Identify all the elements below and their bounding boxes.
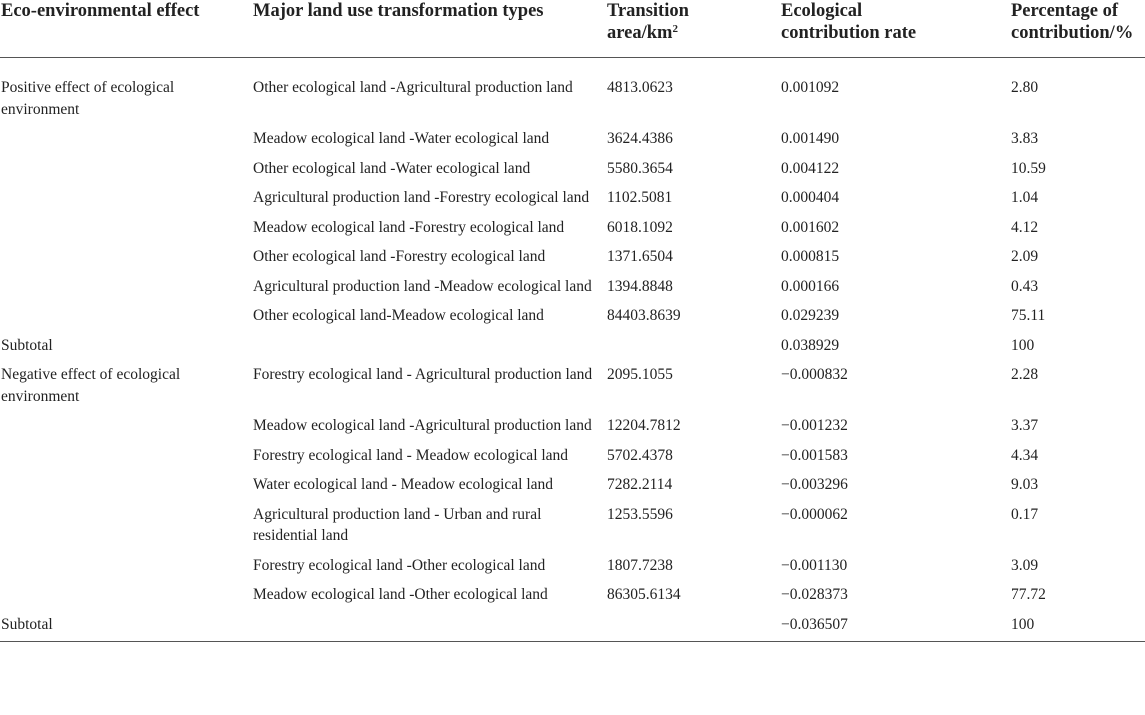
pct-cell: 77.72 (1011, 586, 1046, 603)
pct-cell: 0.17 (1011, 505, 1039, 523)
rate-cell: −0.000832 (781, 366, 848, 383)
type-cell: Meadow ecological land -Water ecological land (253, 130, 550, 147)
rate-cell: 0.000166 (781, 277, 840, 295)
rate-cell: −0.001583 (781, 446, 848, 464)
area-cell (606, 614, 780, 642)
subtotal-label: Subtotal (1, 336, 53, 354)
type-cell (252, 614, 606, 642)
pct-cell: 3.83 (1011, 130, 1039, 147)
effect-cell (0, 158, 252, 188)
effect-cell (0, 305, 252, 335)
effect-cell (0, 504, 252, 555)
subtotal-row (0, 335, 1145, 365)
type-cell: Other ecological land -Water ecological land (253, 159, 531, 177)
table-row (0, 555, 1145, 585)
area-cell: 86305.6134 (607, 586, 681, 603)
table-header (0, 0, 1145, 58)
subtotal-row (0, 614, 1145, 642)
type-cell: Other ecological land-Meadow ecological land (253, 307, 544, 324)
type-cell: Water ecological land - Meadow ecological land (253, 476, 554, 493)
table-row (0, 364, 1145, 415)
rate-cell: 0.004122 (781, 159, 840, 177)
pct-cell: 0.43 (1011, 277, 1039, 295)
area-cell: 1394.8848 (607, 277, 673, 295)
rate-cell: −0.028373 (781, 586, 848, 603)
header-rate (780, 0, 1010, 58)
type-cell: Meadow ecological land -Other ecological land (253, 586, 548, 603)
subtotal-rate: −0.036507 (780, 614, 1010, 642)
rate-cell: 0.001490 (781, 130, 840, 147)
subtotal-pct: 100 (1011, 336, 1035, 354)
pct-cell: 10.59 (1011, 159, 1046, 177)
area-cell: 7282.2114 (607, 476, 673, 493)
type-cell: Other ecological land -Forestry ecological land (253, 248, 546, 265)
type-cell: Forestry ecological land -Other ecological land (253, 556, 546, 574)
header-area-superscript: 2 (672, 23, 678, 35)
rate-cell: 0.000404 (781, 189, 840, 206)
table-row (0, 584, 1145, 614)
table-row (0, 305, 1145, 335)
effect-cell (0, 415, 252, 445)
pct-cell: 3.09 (1011, 556, 1039, 574)
type-cell: Agricultural production land -Meadow ecological land (253, 277, 592, 295)
pct-cell: 4.12 (1011, 218, 1039, 236)
table-row (0, 128, 1145, 158)
type-cell: Forestry ecological land - Agricultural production land (253, 366, 593, 383)
table-body (0, 58, 1145, 642)
header-effect-label: Eco-environmental effect (1, 1, 200, 21)
rate-cell: 0.001602 (781, 218, 840, 236)
area-cell: 4813.0623 (607, 79, 673, 96)
rate-cell: 0.000815 (781, 248, 840, 265)
type-cell: Meadow ecological land -Forestry ecological land (253, 218, 565, 236)
effect-cell: Positive effect of ecological environment (1, 79, 175, 118)
area-cell: 6018.1092 (607, 218, 673, 236)
header-rate-line1: Ecological (781, 1, 863, 21)
area-cell: 2095.1055 (607, 366, 673, 383)
table-row (0, 246, 1145, 276)
table-row (0, 187, 1145, 217)
pct-cell: 75.11 (1011, 307, 1046, 324)
effect-cell (0, 445, 252, 475)
effect-cell (0, 276, 252, 306)
header-pct-line2: contribution/% (1011, 23, 1134, 43)
area-cell: 84403.8639 (607, 307, 681, 324)
header-type-label: Major land use transformation types (253, 1, 544, 21)
rate-cell: 0.029239 (781, 307, 840, 324)
pct-cell: 4.34 (1011, 446, 1039, 464)
pct-cell: 9.03 (1011, 476, 1039, 493)
area-cell (606, 335, 780, 365)
effect-cell (0, 246, 252, 276)
header-area-line1: Transition (607, 1, 689, 21)
rate-cell: 0.001092 (781, 79, 840, 96)
table-row (0, 217, 1145, 247)
table-row (0, 415, 1145, 445)
area-cell: 1807.7238 (607, 556, 673, 574)
area-cell: 5702.4378 (607, 446, 673, 464)
rate-cell: −0.000062 (781, 505, 848, 523)
subtotal-rate: 0.038929 (781, 336, 840, 354)
area-cell: 12204.7812 (607, 417, 681, 434)
table-row (0, 445, 1145, 475)
type-cell (252, 335, 606, 365)
area-cell: 5580.3654 (607, 159, 673, 177)
effect-cell (0, 474, 252, 504)
table-row (0, 58, 1145, 129)
effect-cell (0, 128, 252, 158)
pct-cell: 2.80 (1011, 79, 1039, 96)
table-row (0, 504, 1145, 555)
header-pct (1010, 0, 1145, 58)
area-cell: 3624.4386 (607, 130, 673, 147)
header-area (606, 0, 780, 58)
subtotal-label: Subtotal (0, 614, 252, 642)
type-cell: Other ecological land -Agricultural production land (253, 79, 573, 96)
type-cell: Agricultural production land - Urban and rural residential land (253, 505, 542, 544)
pct-cell: 1.04 (1011, 189, 1039, 206)
type-cell: Agricultural production land -Forestry ecological land (253, 189, 590, 206)
pct-cell: 3.37 (1011, 417, 1039, 434)
rate-cell: −0.001232 (781, 417, 848, 434)
effect-cell (0, 584, 252, 614)
area-cell: 1253.5596 (607, 505, 673, 523)
header-row (0, 0, 1145, 58)
area-cell: 1371.6504 (607, 248, 673, 265)
table-row (0, 276, 1145, 306)
header-effect (0, 0, 252, 58)
subtotal-pct: 100 (1010, 614, 1145, 642)
effect-cell (0, 187, 252, 217)
rate-cell: −0.001130 (781, 556, 848, 574)
table-row (0, 158, 1145, 188)
area-cell: 1102.5081 (607, 189, 673, 206)
type-cell: Forestry ecological land - Meadow ecological land (253, 446, 569, 464)
header-pct-line1: Percentage of (1011, 1, 1119, 21)
type-cell: Meadow ecological land -Agricultural production land (253, 417, 592, 434)
pct-cell: 2.09 (1011, 248, 1039, 265)
header-rate-line2: contribution rate (781, 23, 917, 43)
effect-cell (0, 555, 252, 585)
header-area-line2: area/km (607, 23, 673, 43)
rate-cell: −0.003296 (781, 476, 848, 493)
pct-cell: 2.28 (1011, 366, 1039, 383)
effect-cell: Negative effect of ecological environment (1, 366, 181, 405)
effect-cell (0, 217, 252, 247)
header-type (252, 0, 606, 58)
table-row (0, 474, 1145, 504)
